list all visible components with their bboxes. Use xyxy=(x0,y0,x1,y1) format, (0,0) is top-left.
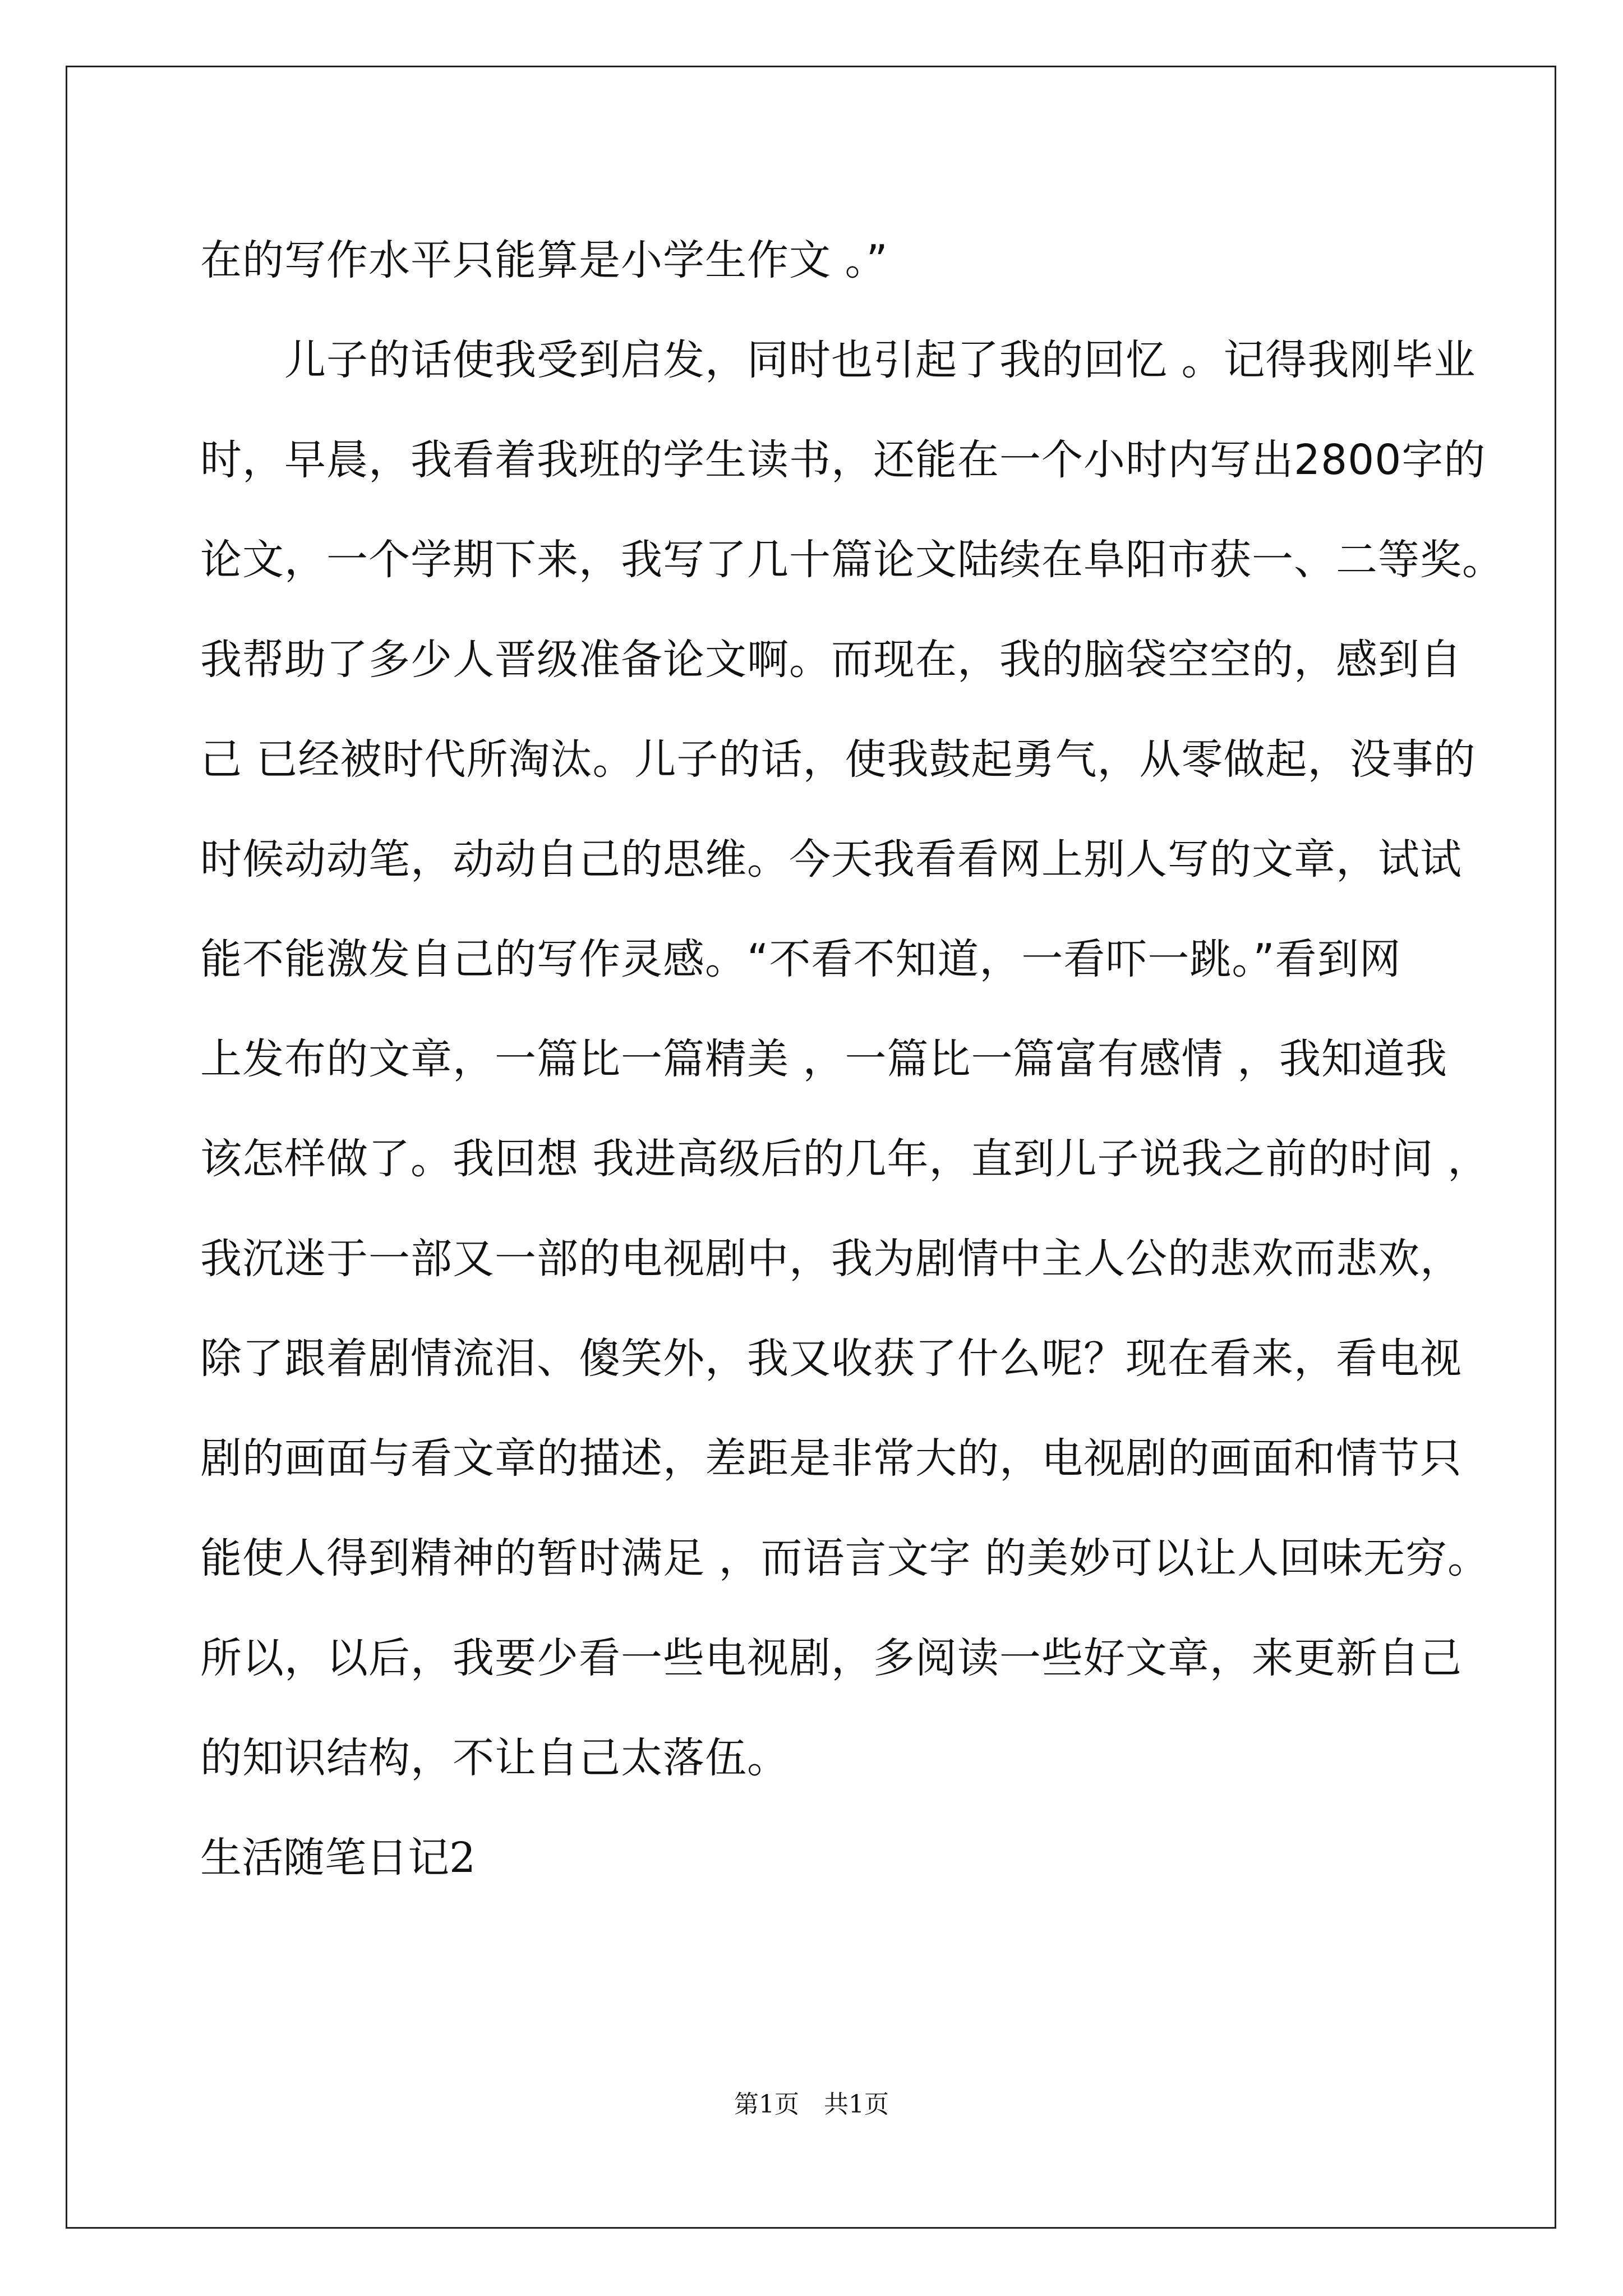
text-line: 论文，一个学期下来，我写了几十篇论文陆续在阜阳市获一、二等奖。 xyxy=(200,536,1504,584)
section-heading: 生活随笔日记2 xyxy=(200,1834,476,1882)
text-line: 能不能激发自己的写作灵感。“不看不知道，一看吓一跳。”看到网 xyxy=(200,935,1401,983)
text-line: 我沉迷于一部又一部的电视剧中，我为剧情中主人公的悲欢而悲欢， xyxy=(200,1235,1462,1283)
text-line: 除了跟着剧情流泪、傻笑外，我又收获了什么呢？现在看来，看电视 xyxy=(200,1335,1462,1383)
text-line: 在的写作水平只能算是小学生作文 。” xyxy=(200,236,888,284)
text-line: 时，早晨，我看着我班的学生读书，还能在一个小时内写出2800字的 xyxy=(200,436,1486,484)
text-line: 的知识结构，不让自己太落伍。 xyxy=(200,1734,789,1782)
text-line: 儿子的话使我受到启发，同时也引起了我的回忆 。记得我刚毕业 xyxy=(284,336,1476,384)
page-footer: 第1页 共1页 xyxy=(734,2090,889,2119)
text-line: 我帮助了多少人晋级准备论文啊。而现在，我的脑袋空空的，感到自 xyxy=(200,636,1462,684)
document-body xyxy=(200,210,1504,1908)
text-line: 上发布的文章，一篇比一篇精美 ，一篇比一篇富有感情 ，我知道我 xyxy=(200,1035,1448,1083)
text-line: 己 已经被时代所淘汰。儿子的话，使我鼓起勇气，从零做起，没事的 xyxy=(200,735,1476,784)
text-line: 所以，以后，我要少看一些电视剧，多阅读一些好文章，来更新自己 xyxy=(200,1634,1462,1682)
text-line: 能使人得到精神的暂时满足 ，而语言文字 的美妙可以让人回味无穷。 xyxy=(200,1534,1490,1582)
text-line: 剧的画面与看文章的描述，差距是非常大的，电视剧的画面和情节只 xyxy=(200,1434,1462,1483)
text-line: 时候动动笔，动动自己的思维。今天我看看网上别人写的文章，试试 xyxy=(200,835,1462,884)
text-line: 该怎样做了。我回想 我进高级后的几年，直到儿子说我之前的时间 ， xyxy=(200,1135,1490,1183)
